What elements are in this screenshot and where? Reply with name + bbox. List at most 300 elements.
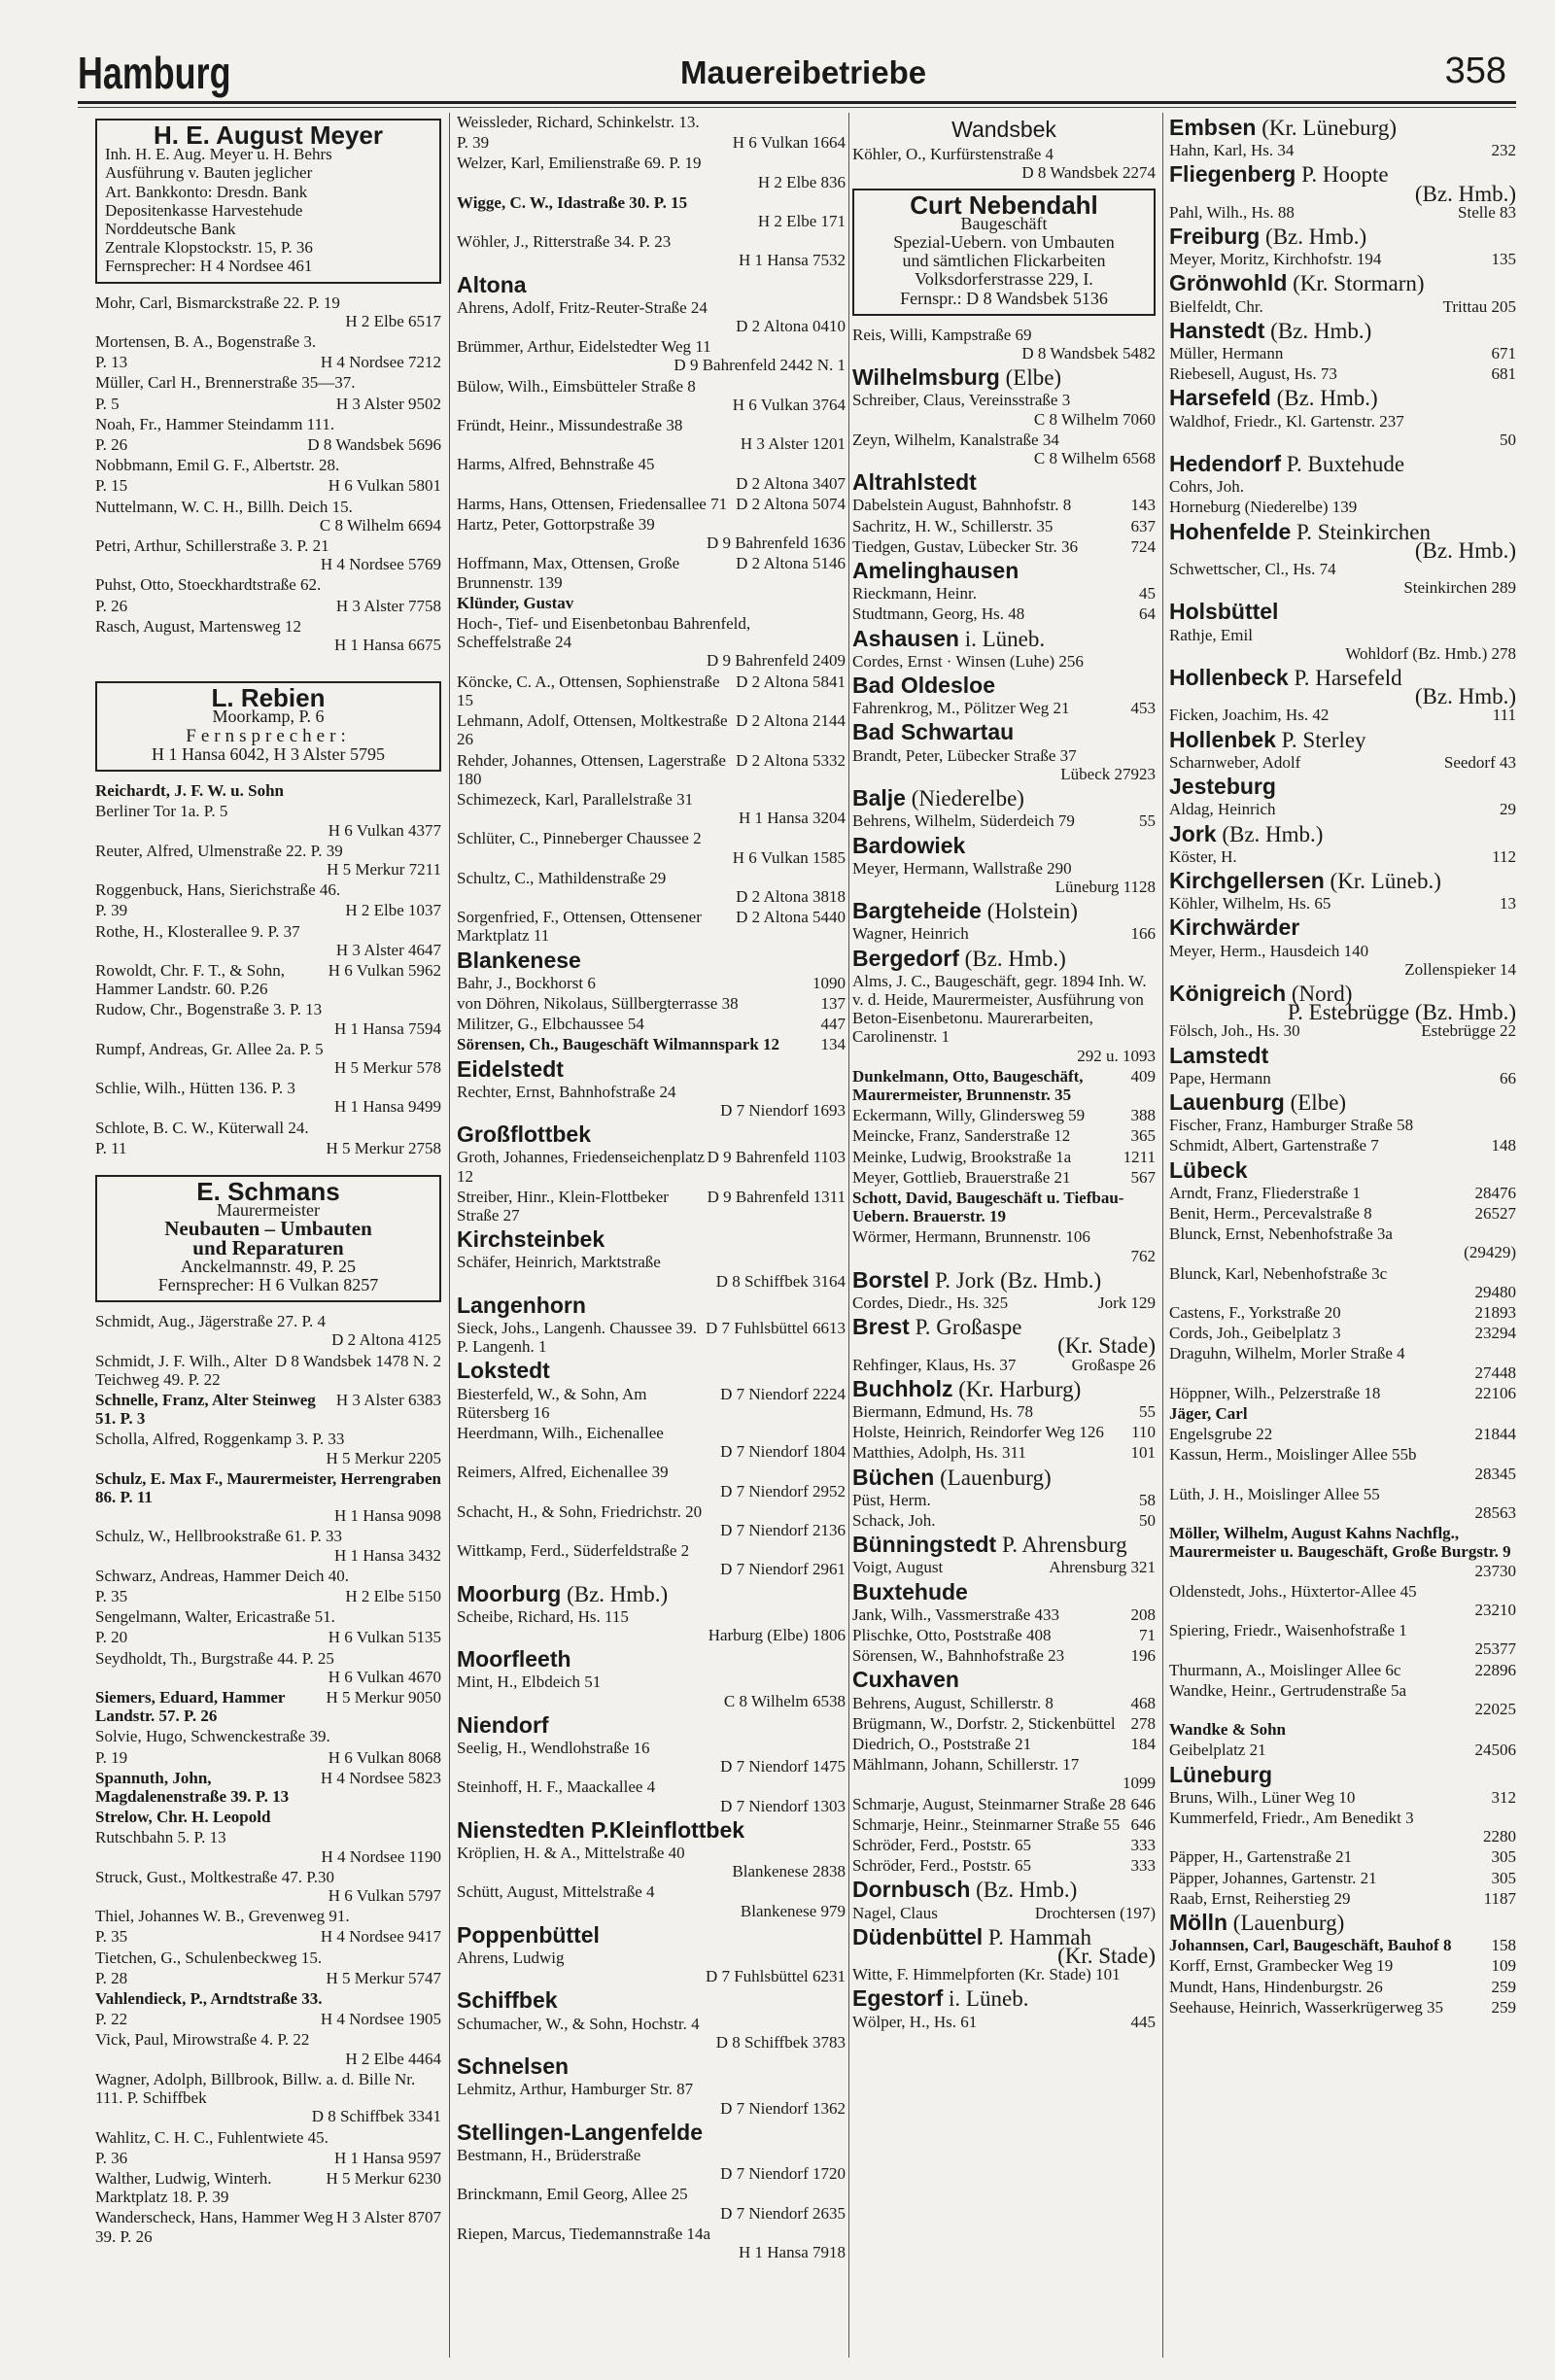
entry-phone: 278: [1130, 1713, 1156, 1733]
entry-name: Wanderscheck, Hans, Hammer Weg 39. P. 26: [95, 2208, 333, 2246]
entry-list: [1169, 344, 1516, 383]
entry-name: Waldhof, Friedr., Kl. Gartenstr. 237: [1169, 411, 1404, 431]
entry-phone: D 2 Altona 3818: [736, 886, 846, 906]
town-region: (Lauenburg): [934, 1465, 1052, 1490]
directory-entry: [95, 781, 441, 800]
entry-list: [457, 1949, 846, 1985]
entry-phone: H 2 Elbe 6517: [345, 311, 441, 330]
town-name: Königreich: [1169, 980, 1287, 1006]
entry-phone: H 6 Vulkan 5962: [328, 960, 441, 980]
advert-street: Moorkamp, P. 6: [212, 707, 325, 727]
directory-entry: [95, 2070, 441, 2126]
entry-name: Schumacher, W., & Sohn, Hochstr. 4: [457, 2014, 700, 2033]
entry-phone: D 2 Altona 2144: [736, 711, 846, 731]
entry-phone: 671: [1491, 344, 1516, 363]
entry-name: Dunkelmann, Otto, Baugeschäft, Maurermeister, Brunnenstr. 35: [852, 1066, 1084, 1104]
entry-name: Bestmann, H., Brüderstraße: [457, 2145, 641, 2164]
town-heading: [1169, 270, 1516, 296]
entry-name: Reis, Willi, Kampstraße 69: [852, 325, 1032, 344]
entry-phone: 1090: [812, 973, 846, 992]
town-name: Wilhelmsburg: [852, 364, 1000, 391]
entry-list: [852, 145, 1156, 182]
entry-name: Spannuth, John, Magdalenenstraße 39. P. 13: [95, 1768, 290, 1807]
entry-name: Schlüter, C., Pinneberger Chaussee 2: [457, 829, 702, 848]
entry-phone: D 9 Bahrenfeld 1311: [707, 1187, 846, 1206]
directory-entry: [457, 1882, 846, 1919]
town-heading: [457, 1292, 846, 1318]
directory-entry: [457, 232, 846, 269]
entry-phone: H 4 Nordsee 1905: [320, 2010, 441, 2029]
entry-phone: D 9 Bahrenfeld 2409: [706, 651, 846, 671]
entry-phone: 28563: [1474, 1503, 1516, 1522]
entry-phone: D 8 Schiffbek 3783: [715, 2032, 846, 2052]
directory-entry: [1169, 1425, 1516, 1443]
directory-entry: [1169, 1404, 1516, 1423]
entry-list: [852, 1904, 1156, 1922]
town-region: (Bz. Hmb.): [970, 1878, 1078, 1903]
town-region: (Bz. Hmb.): [1414, 181, 1516, 206]
entry-name: Reichardt, J. F. W. u. Sohn: [95, 781, 284, 801]
entry-list: [852, 1356, 1156, 1374]
directory-entry: [852, 604, 1156, 623]
entry-name: Rechter, Ernst, Bahnhofstraße 24: [457, 1082, 676, 1101]
entry-name: Groth, Johannes, Friedenseichenplatz 12: [457, 1148, 705, 1186]
town-region: (Bz. Hmb.): [1260, 224, 1367, 250]
town-sections: [1169, 115, 1516, 2017]
directory-entry: [95, 1748, 441, 1767]
directory-entry: [1169, 1344, 1516, 1381]
entry-phone: 50: [1500, 430, 1516, 449]
directory-entry: [1169, 1524, 1516, 1580]
town-name: Bargteheide: [852, 898, 982, 924]
entry-name: Kröplien, H. & A., Mittelstraße 40: [457, 1844, 685, 1863]
entry-phone: C 8 Wilhelm 6538: [723, 1691, 846, 1710]
town-heading: Wandsbek: [951, 117, 1056, 142]
town-name: Amelinghausen: [852, 558, 1019, 584]
directory-entry: [457, 829, 846, 866]
entry-list: [852, 391, 1156, 467]
entry-list: [1169, 847, 1516, 866]
entry-name: Thiel, Johannes W. B., Grevenweg 91.: [95, 1907, 350, 1926]
entry-phone: Steinkirchen 289: [1403, 578, 1516, 598]
entry-name: Kummerfeld, Friedr., Am Benedikt 3: [1169, 1809, 1414, 1828]
entry-name: Schwarz, Andreas, Hammer Deich 40.: [95, 1566, 350, 1585]
entry-phone: 23730: [1474, 1561, 1516, 1580]
entry-list: [852, 584, 1156, 623]
entry-list: [852, 1293, 1156, 1312]
entry-phone: H 4 Nordsee 9417: [320, 1927, 441, 1947]
entry-list: [852, 1402, 1156, 1463]
entry-name: Wagner, Heinrich: [852, 924, 969, 944]
directory-entry: [457, 1502, 846, 1539]
town-heading: [457, 947, 846, 973]
entry-name: Cordes, Ernst · Winsen (Luhe) 256: [852, 651, 1084, 671]
entry-name: Meyer, Gottlieb, Brauerstraße 21: [852, 1167, 1071, 1187]
entry-name: Studtmann, Georg, Hs. 48: [852, 604, 1025, 624]
entry-phone: H 5 Merkur 9050: [326, 1688, 441, 1707]
directory-entry: [95, 1727, 441, 1745]
directory-entry: [1169, 1869, 1516, 1887]
directory-entry: [1169, 1788, 1516, 1807]
town-heading: [852, 469, 1156, 496]
entry-name: Rothe, H., Klosterallee 9. P. 37: [95, 921, 300, 941]
directory-entry: [1169, 498, 1516, 516]
directory-entry: [95, 293, 441, 330]
entry-name: Rowoldt, Chr. F. T., & Sohn, Hammer Landstr. 60. P.26: [95, 960, 285, 999]
directory-entry: [852, 145, 1156, 182]
directory-entry: [457, 974, 846, 992]
town-heading: [1169, 224, 1516, 250]
entry-phone: H 2 Elbe 5150: [345, 1587, 441, 1606]
town-heading: [1169, 1156, 1516, 1183]
entry-phone: 111: [1492, 706, 1516, 725]
entry-name: Pahl, Wilh., Hs. 88: [1169, 202, 1295, 222]
directory-entry: [852, 1856, 1156, 1875]
entry-name: Dabelstein August, Bahnhofstr. 8: [852, 496, 1072, 515]
town-region: i. Lüneb.: [958, 626, 1046, 651]
entry-phone: D 8 Schiffbek 3341: [311, 2107, 441, 2126]
directory-entry: [457, 515, 846, 552]
town-name: Holsbüttel: [1169, 599, 1279, 625]
directory-entry: [852, 1402, 1156, 1421]
entry-phone: Estebrügge 22: [1421, 1021, 1516, 1041]
entry-name: Hoch-, Tief- und Eisenbetonbau Bahrenfeld, Scheffelstraße 24: [457, 614, 751, 652]
entry-phone: H 1 Hansa 7918: [738, 2242, 846, 2261]
directory-entry: [95, 1312, 441, 1349]
entry-phone: 184: [1130, 1735, 1156, 1754]
entry-name: Fründt, Heinr., Missundestraße 38: [457, 416, 683, 435]
directory-entry: [457, 1319, 846, 1356]
page-header: [78, 47, 1516, 103]
entry-list: [457, 1083, 846, 1120]
entry-phone: 21844: [1474, 1425, 1516, 1444]
entry-name: P. 13: [95, 353, 128, 372]
town-region: (Kr. Lüneb.): [1324, 868, 1441, 893]
town-heading: [457, 1580, 846, 1606]
entry-phone: 646: [1130, 1814, 1156, 1834]
entry-name: Schreiber, Claus, Vereinsstraße 3: [852, 391, 1071, 410]
entry-phone: H 6 Vulkan 1664: [732, 133, 846, 153]
entry-name: Rieckmann, Heinr.: [852, 584, 977, 604]
entry-phone: 305: [1491, 1847, 1516, 1867]
directory-entry: [1169, 626, 1516, 663]
entry-name: Sengelmann, Walter, Ericastraße 51.: [95, 1607, 335, 1627]
entry-name: Schimezeck, Karl, Parallelstraße 31: [457, 789, 694, 809]
entry-name: Bülow, Wilh., Eimsbütteler Straße 8: [457, 376, 696, 396]
town-heading: [852, 364, 1156, 391]
directory-entry: [852, 1558, 1156, 1576]
advert-line: und sämtlichen Flickarbeiten: [902, 251, 1106, 271]
entry-phone: D 2 Altona 5074: [736, 494, 846, 513]
entry-list: [852, 811, 1156, 830]
entry-phone: D 9 Bahrenfeld 1636: [706, 534, 846, 553]
directory-entry: [457, 1463, 846, 1500]
entry-name: Wölper, H., Hs. 61: [852, 2012, 978, 2031]
page-number: 358: [1444, 51, 1506, 91]
entry-phone: D 7 Niendorf 2635: [720, 2203, 846, 2223]
entry-name: Nagel, Claus: [852, 1903, 938, 1922]
directory-entry: [95, 1000, 441, 1037]
entry-name: Benit, Herm., Percevalstraße 8: [1169, 1203, 1372, 1223]
directory-entry: [1169, 1936, 1516, 1954]
town-name: Langenhorn: [457, 1292, 586, 1318]
entry-phone: H 1 Hansa 9499: [333, 1097, 441, 1117]
entry-name: P. 15: [95, 476, 128, 496]
town-region: (Bz. Hmb.): [1216, 821, 1324, 846]
entry-phone: 55: [1139, 811, 1156, 831]
entry-name: Vahlendieck, P., Arndtstraße 33.: [95, 1989, 323, 2009]
entry-phone: H 3 Alster 8707: [335, 2208, 441, 2227]
directory-entry: [95, 597, 441, 615]
advert-phone: Fernspr.: D 8 Wandsbek 5136: [900, 288, 1108, 308]
entry-phone: H 4 Nordsee 1190: [321, 1846, 441, 1866]
town-region: P. Jork (Bz. Hmb.): [929, 1267, 1102, 1293]
directory-entry: [457, 1385, 846, 1422]
entry-phone: 305: [1491, 1868, 1516, 1887]
directory-entry: [1169, 1445, 1516, 1482]
town-heading: [457, 271, 846, 297]
entry-phone: H 5 Merkur 6230: [326, 2168, 441, 2188]
entry-phone: D 7 Niendorf 1475: [720, 1757, 846, 1776]
directory-entry: [852, 391, 1156, 428]
entry-list: [852, 699, 1156, 717]
entry-name: Schütt, August, Mittelstraße 4: [457, 1882, 655, 1902]
entry-name: Petri, Arthur, Schillerstraße 3. P. 21: [95, 536, 329, 556]
entry-name: Schröder, Ferd., Poststr. 65: [852, 1836, 1031, 1855]
entry-name: Ahrens, Adolf, Fritz-Reuter-Straße 24: [457, 297, 708, 317]
entry-list: [1169, 297, 1516, 316]
entry-phone: 135: [1491, 250, 1516, 269]
town-heading: [852, 1667, 1156, 1693]
town-region: (Bz. Hmb.): [958, 946, 1066, 971]
directory-entry: [1169, 203, 1516, 222]
entry-phone: 312: [1491, 1787, 1516, 1807]
directory-entry: [852, 972, 1156, 1065]
entry-phone: D 7 Niendorf 1720: [720, 2164, 846, 2184]
entry-phone: 25377: [1474, 1639, 1516, 1659]
directory-entry: [95, 922, 441, 959]
town-region: (Niederelbe): [905, 786, 1024, 811]
entry-phone: H 5 Merkur 2205: [326, 1448, 441, 1467]
directory-entry: [95, 395, 441, 413]
directory-entry: [852, 1168, 1156, 1187]
entry-phone: H 3 Alster 1201: [740, 434, 846, 454]
town-heading: [457, 1055, 846, 1082]
entry-name: Steinhoff, H. F., Maackallee 4: [457, 1777, 656, 1797]
entry-name: Mundt, Hans, Hindenburgstr. 26: [1169, 1977, 1383, 1996]
entry-phone: H 6 Vulkan 5801: [328, 476, 441, 496]
entry-name: Müller, Hermann: [1169, 344, 1284, 363]
directory-entry: [852, 2013, 1156, 2031]
entry-phone: Lübeck 27923: [1060, 764, 1156, 783]
entry-name: Rehfinger, Klaus, Hs. 37: [852, 1355, 1017, 1374]
entry-name: Siemers, Eduard, Hammer Landstr. 57. P. 26: [95, 1688, 286, 1726]
entry-name: Cords, Joh., Geibelplatz 3: [1169, 1324, 1341, 1343]
directory-entry: [457, 1607, 846, 1644]
directory-entry: [95, 2030, 441, 2067]
entry-phone: 29480: [1474, 1282, 1516, 1301]
entry-name: Castens, F., Yorkstraße 20: [1169, 1302, 1341, 1322]
town-name: Balje: [852, 785, 906, 811]
directory-entry: [852, 1293, 1156, 1312]
entry-name: Sieck, Johs., Langenh. Chaussee 39. P. Langenh. 1: [457, 1318, 697, 1357]
directory-entry: [852, 1511, 1156, 1530]
town-region: P. Hammah: [983, 1924, 1091, 1949]
directory-entry: [95, 802, 441, 839]
town-region: (Kr. Lüneburg): [1256, 116, 1398, 140]
entry-name: Seydholdt, Th., Burgstraße 44. P. 25: [95, 1648, 334, 1668]
entry-phone: H 5 Merkur 7211: [327, 859, 441, 879]
town-name: Brest: [852, 1314, 910, 1340]
entry-name: Bahr, J., Bockhorst 6: [457, 973, 596, 992]
entry-name: Johannsen, Carl, Baugeschäft, Bauhof 8: [1169, 1936, 1452, 1955]
entry-name: Spiering, Friedr., Waisenhofstraße 1: [1169, 1621, 1407, 1640]
entry-name: Cohrs, Joh.: [1169, 477, 1244, 497]
town-name: Borstel: [852, 1266, 930, 1293]
entry-phone: 259: [1491, 1997, 1516, 2017]
directory-entry: [95, 1989, 441, 2008]
entry-name: Fischer, Franz, Hamburger Straße 58: [1169, 1116, 1414, 1135]
directory-entry: [852, 1755, 1156, 1792]
town-heading: [457, 2119, 846, 2145]
directory-entry: [457, 790, 846, 827]
entry-name: Behrens, Wilhelm, Süderdeich 79: [852, 811, 1075, 831]
town-heading: [1169, 774, 1516, 800]
entry-phone: H 1 Hansa 6675: [333, 636, 441, 655]
town-heading: [1169, 1910, 1516, 1936]
town-heading: [1169, 317, 1516, 343]
entry-name: Ficken, Joachim, Hs. 42: [1169, 706, 1330, 725]
town-region: (Holstein): [981, 899, 1078, 924]
town-region: (Bz. Hmb.): [1414, 684, 1516, 709]
entry-name: Schacht, H., & Sohn, Friedrichstr. 20: [457, 1501, 703, 1521]
entry-list: [1169, 412, 1516, 449]
town-heading: [1169, 726, 1516, 752]
directory-entry: [1169, 1847, 1516, 1866]
entry-phone: C 8 Wilhelm 7060: [1033, 409, 1156, 429]
directory-entry: [95, 842, 441, 879]
town-region: (Elbe): [1284, 1089, 1347, 1115]
directory-entry: [457, 994, 846, 1013]
entry-name: Pape, Hermann: [1169, 1068, 1271, 1087]
entry-name: P. 39: [95, 901, 128, 920]
entry-name: Militzer, G., Elbchaussee 54: [457, 1015, 644, 1034]
entry-name: Horneburg (Niederelbe) 139: [1169, 498, 1358, 517]
entry-list: [852, 652, 1156, 671]
town-name: Schnelsen: [457, 2053, 570, 2080]
entry-list: [852, 496, 1156, 556]
entry-list: [1169, 203, 1516, 222]
town-heading: [852, 1985, 1156, 2012]
directory-entry: [95, 1607, 441, 1626]
directory-entry: [95, 1868, 441, 1905]
entry-phone: 259: [1491, 1977, 1516, 1996]
entry-phone: Wohldorf (Bz. Hmb.) 278: [1345, 643, 1516, 663]
entry-name: Welzer, Karl, Emilienstraße 69. P. 19: [457, 154, 702, 173]
directory-entry: [457, 298, 846, 335]
entry-phone: 646: [1130, 1794, 1156, 1813]
directory-entry: [1169, 1136, 1516, 1155]
directory-entry: [852, 1491, 1156, 1509]
entry-name: Harms, Alfred, Behnstraße 45: [457, 455, 655, 474]
entry-name: Höppner, Wilh., Pelzerstraße 18: [1169, 1383, 1381, 1402]
entry-phone: 13: [1500, 894, 1516, 914]
directory-entry: [457, 1083, 846, 1120]
entry-name: Meyer, Hermann, Wallstraße 290: [852, 858, 1072, 878]
entry-phone: D 8 Wandsbek 1478 N. 2: [274, 1351, 441, 1370]
entry-phone: 232: [1491, 141, 1516, 160]
town-region: (Bz. Hmb.): [1264, 318, 1372, 343]
column-divider: [848, 113, 849, 2358]
directory-entry: [95, 498, 441, 535]
entry-name: P. 28: [95, 1968, 128, 1987]
entry-name: Seehause, Heinrich, Wasserkrügerweg 35: [1169, 1997, 1444, 2017]
directory-entry: [457, 2146, 846, 2183]
directory-entry: [1169, 800, 1516, 818]
advert-line: Art. Bankkonto: Dresdn. Bank: [105, 182, 308, 201]
advert-subtitle: Baugeschäft: [960, 213, 1048, 233]
directory-entry: [457, 193, 846, 230]
entry-phone: H 4 Nordsee 5823: [320, 1768, 441, 1787]
directory-entry: [1169, 560, 1516, 597]
entry-name: P. 35: [95, 1927, 128, 1947]
entry-phone: H 3 Alster 7758: [335, 596, 441, 615]
directory-entry: [852, 1443, 1156, 1462]
advert-line: Inh. H. E. Aug. Meyer u. H. Behrs: [105, 145, 332, 164]
entry-name: Diedrich, O., Poststraße 21: [852, 1735, 1032, 1754]
directory-entry: [95, 1469, 441, 1526]
town-name: Moorburg: [457, 1580, 562, 1606]
column-2: [457, 113, 846, 2367]
town-name: Lüneburg: [1169, 1761, 1273, 1787]
town-name: Lauenburg: [1169, 1088, 1285, 1115]
entry-name: Päpper, H., Gartenstraße 21: [1169, 1847, 1353, 1867]
town-heading: [852, 1266, 1156, 1293]
entry-name: Wöhler, J., Ritterstraße 34. P. 23: [457, 232, 672, 252]
entry-name: Sorgenfried, F., Ottensen, Ottensener Marktplatz 11: [457, 908, 702, 946]
town-heading: [852, 719, 1156, 745]
town-name: Embsen: [1169, 115, 1257, 140]
entry-list: [852, 1965, 1156, 1983]
advert-line: Spezial-Uebern. von Umbauten: [893, 232, 1115, 253]
entry-phone: 724: [1130, 536, 1156, 556]
entry-name: Thurmann, A., Moislinger Allee 6c: [1169, 1660, 1401, 1679]
directory-entry: [852, 517, 1156, 535]
town-region: P. Großaspe: [909, 1315, 1022, 1340]
directory-entry: [1169, 1741, 1516, 1759]
entry-phone: D 2 Altona 4125: [331, 1330, 441, 1350]
advert-body: [105, 145, 432, 275]
directory-entry: [95, 353, 441, 371]
town-region: i. Lüneb.: [943, 1986, 1029, 2012]
advert-title: L. Rebien: [211, 683, 326, 713]
entry-name: Klünder, Gustav: [457, 593, 574, 612]
entry-phone: 2280: [1483, 1827, 1516, 1846]
entry-name: P. 22: [95, 2010, 128, 2029]
entry-name: Reimers, Alfred, Eichenallee 39: [457, 1463, 669, 1482]
entry-name: P. 26: [95, 435, 128, 455]
entry-phone: Harburg (Elbe) 1806: [708, 1626, 846, 1645]
town-name: Ashausen: [852, 625, 959, 651]
entry-phone: 409: [1130, 1066, 1156, 1086]
town-sections: [457, 271, 846, 2262]
entry-name: Strelow, Chr. H. Leopold: [95, 1808, 271, 1827]
directory-entry: [95, 435, 441, 454]
directory-entry: [852, 1148, 1156, 1166]
entry-name: Rutschbahn 5. P. 13: [95, 1828, 226, 1847]
directory-entry: [1169, 753, 1516, 772]
entry-name: P. 36: [95, 2148, 128, 2167]
